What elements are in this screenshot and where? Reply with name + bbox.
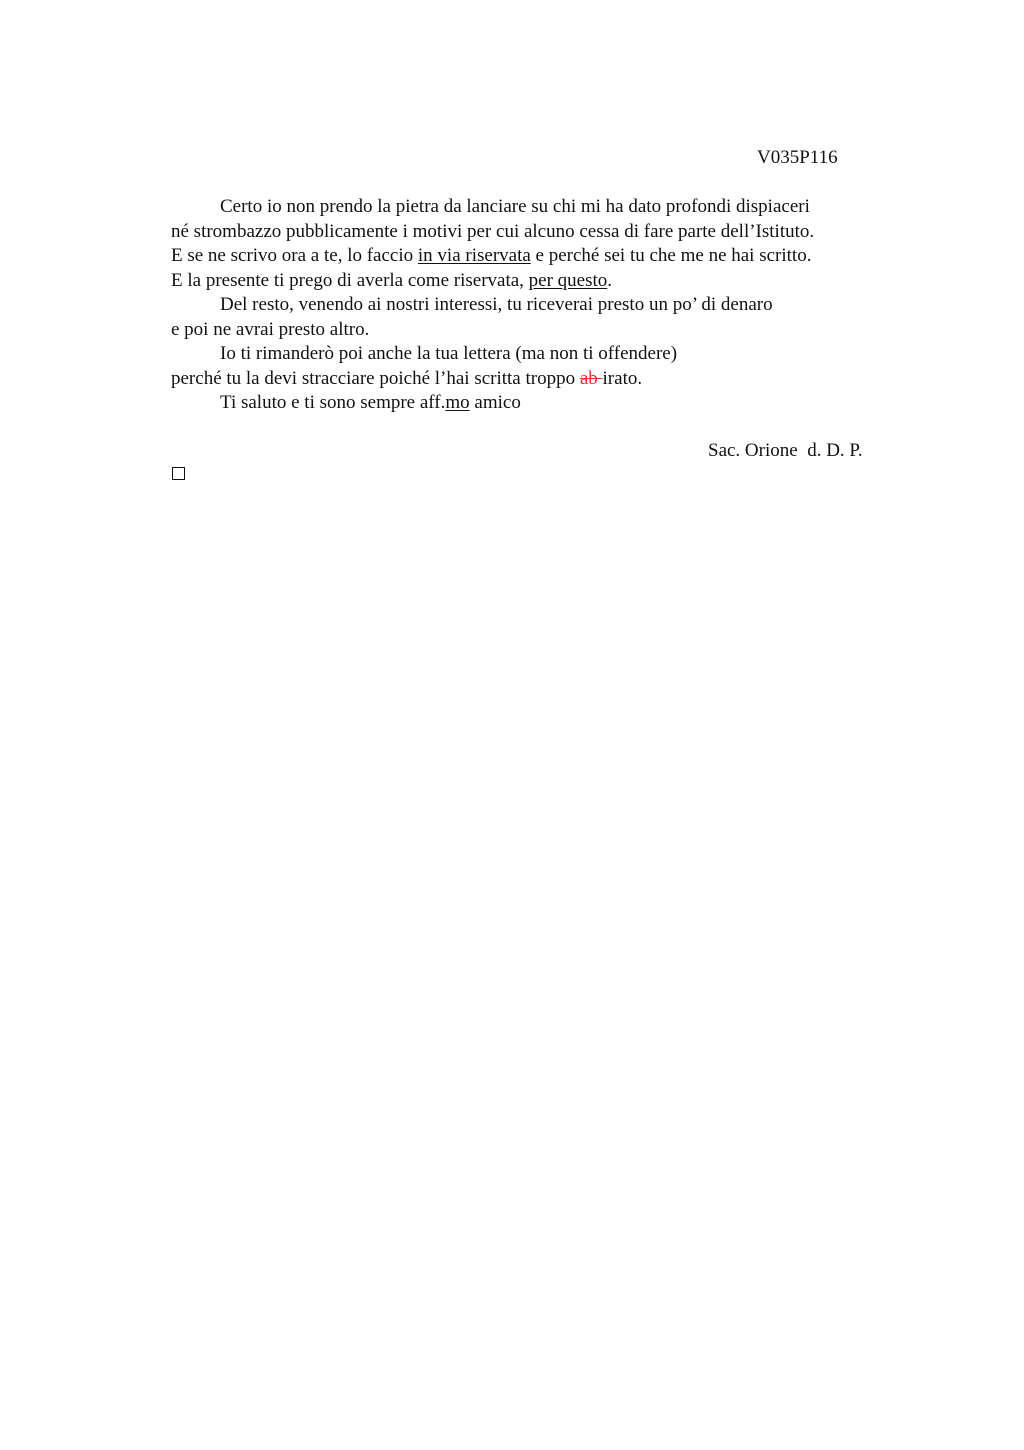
text-segment: e perché sei tu che me ne hai scritto. bbox=[530, 245, 812, 266]
text-segment: e poi ne avrai presto altro. bbox=[171, 318, 370, 340]
underlined-text: mo bbox=[445, 392, 470, 413]
text-segment: amico bbox=[469, 392, 521, 413]
text-segment: . bbox=[607, 269, 613, 291]
struck-text: ab bbox=[579, 367, 603, 389]
letter-line bbox=[171, 244, 891, 269]
text-segment: perché tu la devi stracciare poiché l’hai scritta troppo bbox=[171, 367, 580, 389]
letter-line bbox=[171, 318, 891, 343]
letter-line bbox=[171, 220, 891, 245]
empty-square-icon bbox=[172, 467, 185, 480]
letter-line bbox=[171, 293, 891, 318]
text-segment: Certo io non prendo la pietra da lanciare su chi mi ha dato profondi dispiaceri bbox=[220, 196, 810, 217]
letter-line bbox=[171, 391, 891, 416]
letter-line bbox=[171, 342, 891, 367]
text-segment: E se ne scrivo ora a te, lo faccio bbox=[171, 245, 418, 266]
text-segment: Io ti rimanderò poi anche la tua lettera (ma non ti offendere) bbox=[220, 343, 678, 364]
letter-line bbox=[171, 367, 891, 392]
text-segment: Ti saluto e ti sono sempre aff. bbox=[220, 392, 446, 413]
letter-body bbox=[171, 195, 891, 416]
underlined-text: in via riservata bbox=[417, 245, 531, 266]
document-id: V035P116 bbox=[757, 147, 838, 168]
text-segment: né strombazzo pubblicamente i motivi per cui alcuno cessa di fare parte dell’Istituto. bbox=[171, 220, 815, 242]
text-segment: irato. bbox=[602, 367, 643, 389]
text-segment: E la presente ti prego di averla come riservata, bbox=[171, 269, 529, 291]
underlined-text: per questo bbox=[528, 269, 608, 291]
text-segment: Del resto, venendo ai nostri interessi, tu riceverai presto un po’ di denaro bbox=[220, 294, 773, 315]
letter-line bbox=[171, 195, 891, 220]
signature: Sac. Orione d. D. P. bbox=[708, 440, 863, 461]
letter-line bbox=[171, 269, 891, 294]
